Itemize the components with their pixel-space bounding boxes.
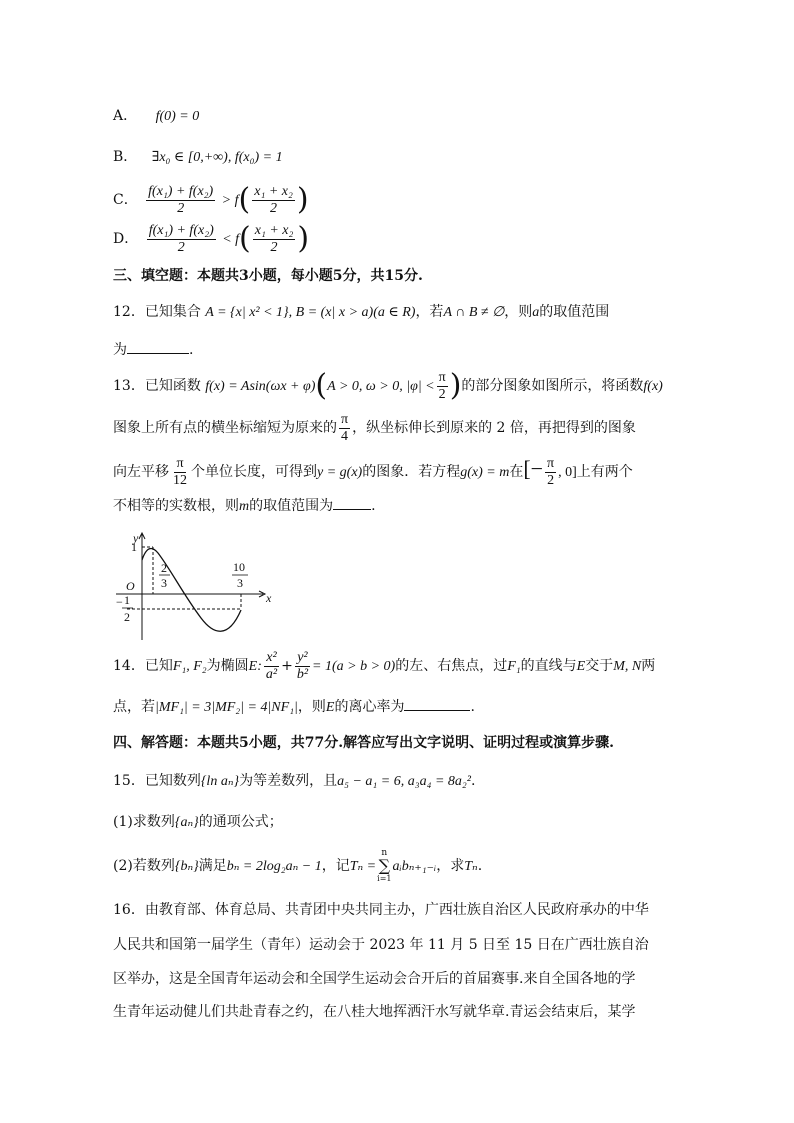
section-heading-solutions: 四、解答题：本题共5小题，共77分.解答应写出文字说明、证明过程或演算步骤. [113, 735, 614, 751]
option-expr: ∃x₀ ∈ [0,+∞), f(x₀) = 1 [151, 150, 283, 165]
answer-blank[interactable] [127, 353, 189, 354]
x-label: x [266, 591, 272, 605]
rhs-fraction: $\frac{\text{x₁ + x₂}}{2}$ [254, 222, 294, 255]
function-definition: f(x) = Asin(ωx + φ) [205, 379, 316, 394]
tick-half-den: 2 [124, 610, 130, 624]
relation: > f [221, 193, 239, 208]
question-16-line4: 生青年运动健儿们共赴青春之约，在八桂大地挥洒汗水写就华章.青运会结束后，某学 [113, 1004, 636, 1020]
tick-10-3-den: 3 [237, 576, 243, 590]
option-label: C． [113, 192, 138, 208]
section-heading-fill-in: 三、填空题：本题共3小题，每小题5分，共15分. [113, 268, 423, 284]
question-13-line2: 图象上所有点的横坐标缩短为原来的 $\frac{\pi}{4}$ ，纵坐标伸长到原来的 2 倍，再把得到的图象 [113, 411, 636, 444]
relation: < f [222, 232, 240, 247]
question-14-line1: 14．已知F₁, F₂为椭圆E: $\frac{\text{x²}}{\text{a²}}$ + $\frac{\text{y²}}{\text{b²}}$ = 1(a > b > 0)的左、右焦点，过F₁的直线与E交于M, N两 [113, 649, 656, 682]
option-b [113, 147, 283, 168]
question-16-line1: 16．由教育部、体育总局、共青团中央共同主办，广西壮族自治区人民政府承办的中华 [113, 902, 649, 918]
lhs-fraction: $\frac{\text{f(x₁) + f(x₂)}}{2}$ [148, 183, 214, 216]
tick-10-3-num: 10 [233, 560, 245, 574]
sine-graph [113, 530, 278, 642]
tick-half-num: 1 [124, 593, 130, 607]
set-definition: A = {x| x² < 1}, B = (x| x > a)(a ∈ R) [205, 305, 416, 320]
question-16-line3: 区举办，这是全国青年运动会和全国学生运动会合开后的首届赛事.来自全国各地的学 [113, 971, 636, 987]
tick-neg-sign: − [116, 595, 123, 609]
tick-2-3-den: 3 [161, 576, 167, 590]
question-15-line1: 15．已知数列{ln aₙ}为等差数列，且a₅ − a₁ = 6, a₃a₄ = 8a₂². [113, 773, 476, 789]
tick-2-3-num: 2 [161, 561, 167, 575]
question-15-part1: (1)求数列{aₙ}的通项公式； [113, 814, 283, 830]
question-12-line2: 为 . [113, 342, 194, 358]
curve [142, 549, 241, 632]
option-expr: f(0) = 0 [155, 109, 200, 124]
answer-blank[interactable] [404, 710, 470, 711]
question-15-part2: (2)若数列{bₙ}满足bₙ = 2log₂aₙ − 1，记Tₙ = n ∑ i=1 aᵢbₙ₊₁₋ᵢ，求Tₙ. [113, 848, 483, 883]
question-13-line1: 13．已知函数 f(x) = Asin(ωx + φ)(A > 0, ω > 0, |φ| < $\frac{\pi}{2}$ )的部分图象如图所示，将函数f(x) [113, 368, 663, 403]
option-label: A． [113, 108, 138, 124]
option-label: B． [113, 149, 138, 165]
question-13-line4: 不相等的实数根，则m的取值范围为 . [113, 498, 376, 514]
y-label: y [133, 531, 139, 545]
option-c: C． $\frac{\text{f(x₁) + f(x₂)}}{2}$ > f( $\frac{\text{x₁ + x₂}}{2}$ ) [113, 182, 309, 217]
question-12-line1: 12．已知集合 A = {x| x² < 1}, B = (x| x > a)(a ∈ R)，若A ∩ B ≠ ∅，则a的取值范围 [113, 304, 610, 320]
option-label: D． [113, 231, 139, 247]
question-13-line3: 向左平移 $\frac{\pi}{12}$ 个单位长度，可得到y = g(x)的图象．若方程g(x) = m在[− $\frac{\pi}{2}$ , 0]上有两个 [113, 455, 633, 488]
tick-one: 1 [131, 540, 137, 554]
question-14-line2: 点，若|MF₁| = 3|MF₂| = 4|NF₁|，则E的离心率为 . [113, 699, 475, 715]
origin-label: O [126, 579, 135, 593]
question-16-line2: 人民共和国第一届学生（青年）运动会于 2023 年 11 月 5 日至 15 日在广西壮族自治 [113, 937, 649, 953]
rhs-fraction: $\frac{\text{x₁ + x₂}}{2}$ [254, 183, 293, 216]
lhs-fraction: $\frac{\text{f(x₁) + f(x₂)}}{2}$ [148, 222, 214, 255]
option-a [113, 106, 199, 127]
answer-blank[interactable] [333, 509, 371, 510]
option-d: D． $\frac{\text{f(x₁) + f(x₂)}}{2}$ < f( $\frac{\text{x₁ + x₂}}{2}$ ) [113, 221, 310, 256]
